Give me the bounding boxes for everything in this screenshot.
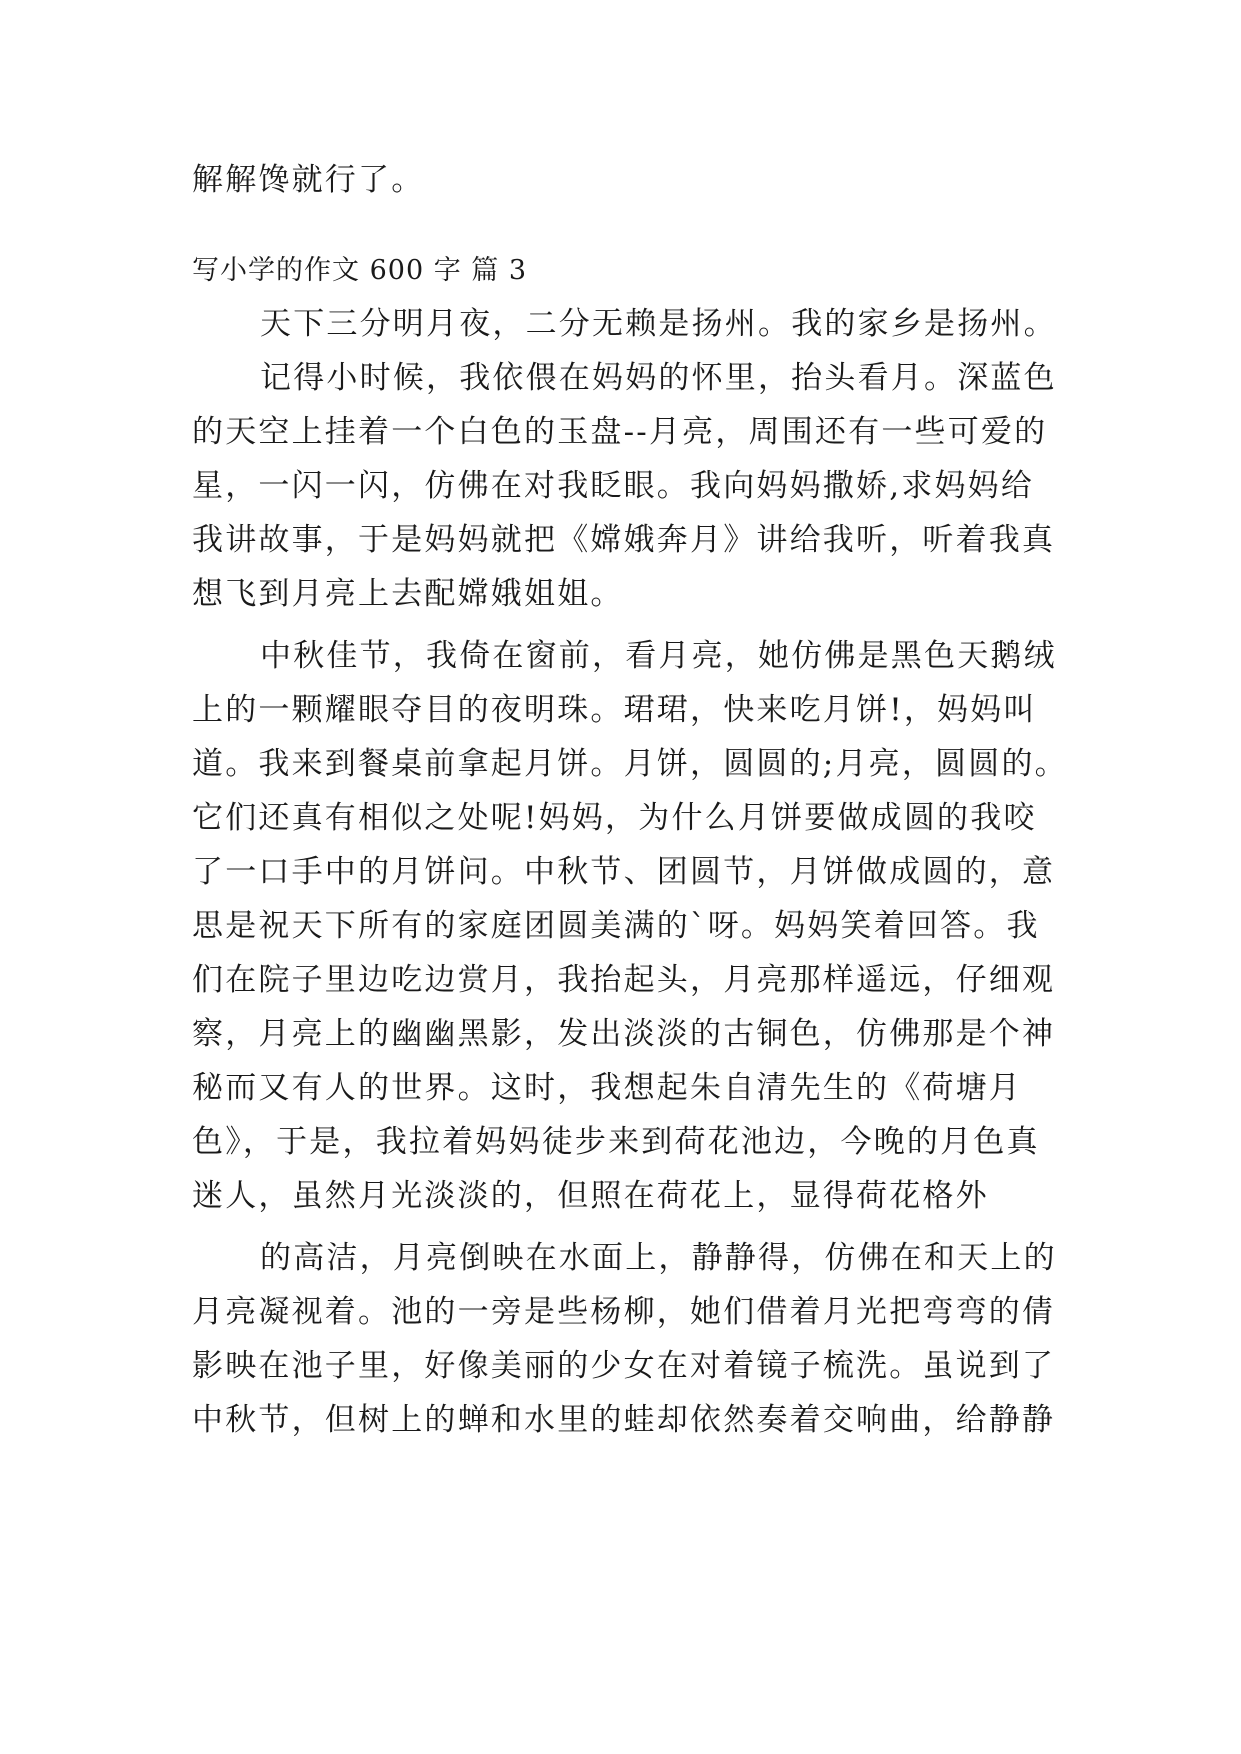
paragraph-line: 察，月亮上的幽幽黑影，发出淡淡的古铜色，仿佛那是个神 <box>192 1016 1056 1052</box>
section-title: 写小学的作文 600 字 篇 3 <box>192 255 528 286</box>
paragraph-line: 色》，于是，我拉着妈妈徒步来到荷花池边，今晚的月色真 <box>192 1124 1040 1160</box>
previous-section-tail: 解解馋就行了。 <box>192 162 425 198</box>
paragraph-line: 星，一闪一闪，仿佛在对我眨眼。我向妈妈撒娇,求妈妈给 <box>192 468 1035 504</box>
paragraph-line: 记得小时候，我依偎在妈妈的怀里，抬头看月。深蓝色 <box>260 360 1057 396</box>
paragraph-line: 道。我来到餐桌前拿起月饼。月饼，圆圆的;月亮，圆圆的。 <box>192 746 1068 782</box>
paragraph-line: 想飞到月亮上去配嫦娥姐姐。 <box>192 576 624 612</box>
paragraph-line: 影映在池子里，好像美丽的少女在对着镜子梳洗。虽说到了 <box>192 1348 1056 1384</box>
paragraph-line: 思是祝天下所有的家庭团圆美满的`呀。妈妈笑着回答。我 <box>192 908 1040 944</box>
paragraph-line: 中秋佳节，我倚在窗前，看月亮，她仿佛是黑色天鹅绒 <box>260 638 1057 674</box>
paragraph-line: 们在院子里边吃边赏月，我抬起头，月亮那样遥远，仔细观 <box>192 962 1056 998</box>
paragraph-line: 天下三分明月夜，二分无赖是扬州。我的家乡是扬州。 <box>260 306 1057 342</box>
paragraph-line: 秘而又有人的世界。这时，我想起朱自清先生的《荷塘月 <box>192 1070 1022 1106</box>
paragraph-line: 月亮凝视着。池的一旁是些杨柳，她们借着月光把弯弯的倩 <box>192 1294 1056 1330</box>
paragraph-line: 中秋节，但树上的蝉和水里的蛙却依然奏着交响曲，给静静 <box>192 1402 1056 1438</box>
paragraph-line: 了一口手中的月饼问。中秋节、团圆节，月饼做成圆的，意 <box>192 854 1056 890</box>
paragraph-line: 迷人，虽然月光淡淡的，但照在荷花上，显得荷花格外 <box>192 1178 989 1214</box>
paragraph-line: 我讲故事，于是妈妈就把《嫦娥奔月》讲给我听，听着我真 <box>192 522 1056 558</box>
paragraph-line: 它们还真有相似之处呢!妈妈，为什么月饼要做成圆的我咬 <box>192 800 1037 836</box>
paragraph-line: 上的一颗耀眼夺目的夜明珠。珺珺，快来吃月饼!，妈妈叫 <box>192 692 1037 728</box>
paragraph-line: 的高洁，月亮倒映在水面上，静静得，仿佛在和天上的 <box>260 1240 1057 1276</box>
paragraph-line: 的天空上挂着一个白色的玉盘--月亮，周围还有一些可爱的 <box>192 414 1048 450</box>
